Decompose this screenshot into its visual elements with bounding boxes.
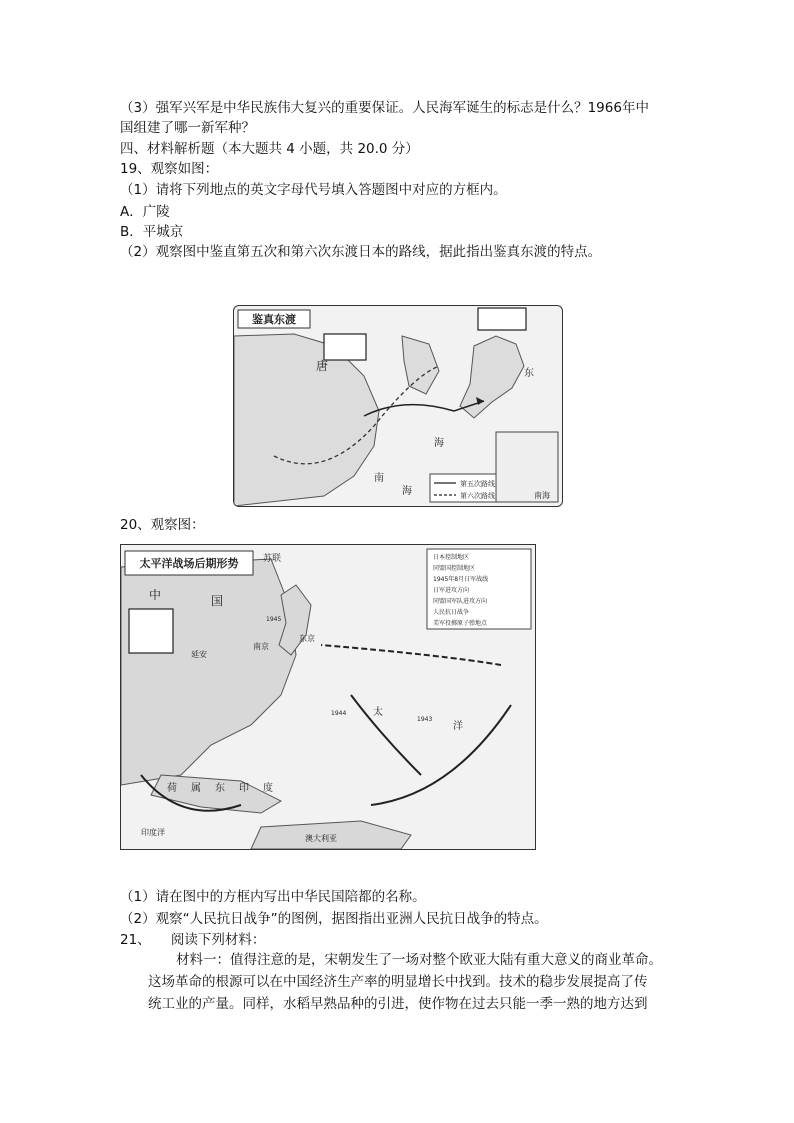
question-text: （2）观察“人民抗日战争”的图例，据图指出亚洲人民抗日战争的特点。	[120, 911, 548, 927]
map2-label: 中	[149, 588, 162, 602]
map1-region: 唐	[316, 359, 329, 373]
answer-box-a	[324, 334, 366, 360]
map2-label: 东京	[299, 634, 315, 643]
map1-sea: 东	[524, 368, 534, 379]
map2-legend-item: 同盟国控制地区	[433, 565, 476, 572]
map2-label: 荷	[167, 783, 177, 794]
answer-box-capital	[129, 609, 173, 653]
map2-legend-item: 1945年8月日军战线	[433, 576, 489, 583]
map2-label: 延安	[191, 650, 207, 659]
map1-inset-label: 南海	[534, 491, 550, 500]
option-a: A．广陵	[120, 204, 170, 220]
map1-legend-item: 第六次路线	[460, 492, 495, 500]
map2-label: 苏联	[263, 554, 282, 564]
map1-sea: 海	[434, 438, 444, 449]
material-text: 材料一：值得注意的是，宋朝发生了一场对整个欧亚大陆有重大意义的商业革命。	[176, 952, 662, 968]
map2-legend-item: 日军进攻方向	[433, 587, 470, 594]
jianzhen-map	[233, 305, 563, 507]
map2-label: 东	[215, 783, 225, 794]
section-heading: 四、材料解析题（本大题共 4 小题，共 20.0 分）	[120, 141, 419, 157]
question-text: （2）观察图中鉴直第五次和第六次东渡日本的路线，据此指出鉴真东渡的特点。	[120, 244, 602, 260]
map2-legend-item: 同盟国军队进攻方向	[433, 598, 488, 605]
question-number: 19、观察如图：	[120, 161, 219, 177]
map2-label: 印	[239, 783, 249, 794]
map2-label: 印度洋	[141, 828, 165, 837]
map2-legend-item: 美军投掷原子弹地点	[433, 620, 488, 627]
map2-label: 1943	[417, 716, 433, 723]
map2-label: 度	[263, 783, 273, 794]
map2-title: 太平洋战场后期形势	[139, 557, 239, 570]
map2-label: 国	[211, 594, 224, 608]
map2-label: 属	[191, 783, 201, 794]
answer-box-b	[478, 308, 526, 330]
map2-label: 太	[373, 707, 383, 718]
map1-sea: 海	[402, 486, 412, 497]
map2-label: 1944	[331, 710, 347, 717]
question-text: （1）请在图中的方框内写出中华民国陪都的名称。	[120, 889, 426, 905]
material-text: 统工业的产量。同样，水稻早熟品种的引进，使作物在过去只能一季一熟的地方达到	[148, 996, 648, 1012]
map2-label: 1945	[266, 616, 282, 623]
map2-label: 洋	[453, 721, 463, 732]
question-text: （1）请将下列地点的英文字母代号填入答题图中对应的方框内。	[120, 182, 507, 198]
question-text: 国组建了哪一新军种？	[120, 120, 255, 136]
map1-legend-item: 第五次路线	[460, 480, 495, 488]
map2-legend-item: 人民抗日战争	[433, 609, 470, 616]
question-number: 21、 阅读下列材料：	[120, 932, 266, 948]
pacific-war-map	[120, 544, 536, 850]
option-b: B．平城京	[120, 224, 184, 240]
map1-title: 鉴真东渡	[252, 313, 296, 326]
question-number: 20、观察图：	[120, 517, 205, 533]
map2-label: 澳大利亚	[305, 834, 337, 843]
map2-legend-item: 日本控制地区	[433, 554, 470, 561]
map1-sea: 南	[374, 473, 384, 484]
map2-label: 南京	[253, 642, 269, 651]
material-text: 这场革命的根源可以在中国经济生产率的明显增长中找到。技术的稳步发展提高了传	[148, 974, 648, 990]
question-text: （3）强军兴军是中华民族伟大复兴的重要保证。人民海军诞生的标志是什么？1966年中	[120, 100, 649, 116]
